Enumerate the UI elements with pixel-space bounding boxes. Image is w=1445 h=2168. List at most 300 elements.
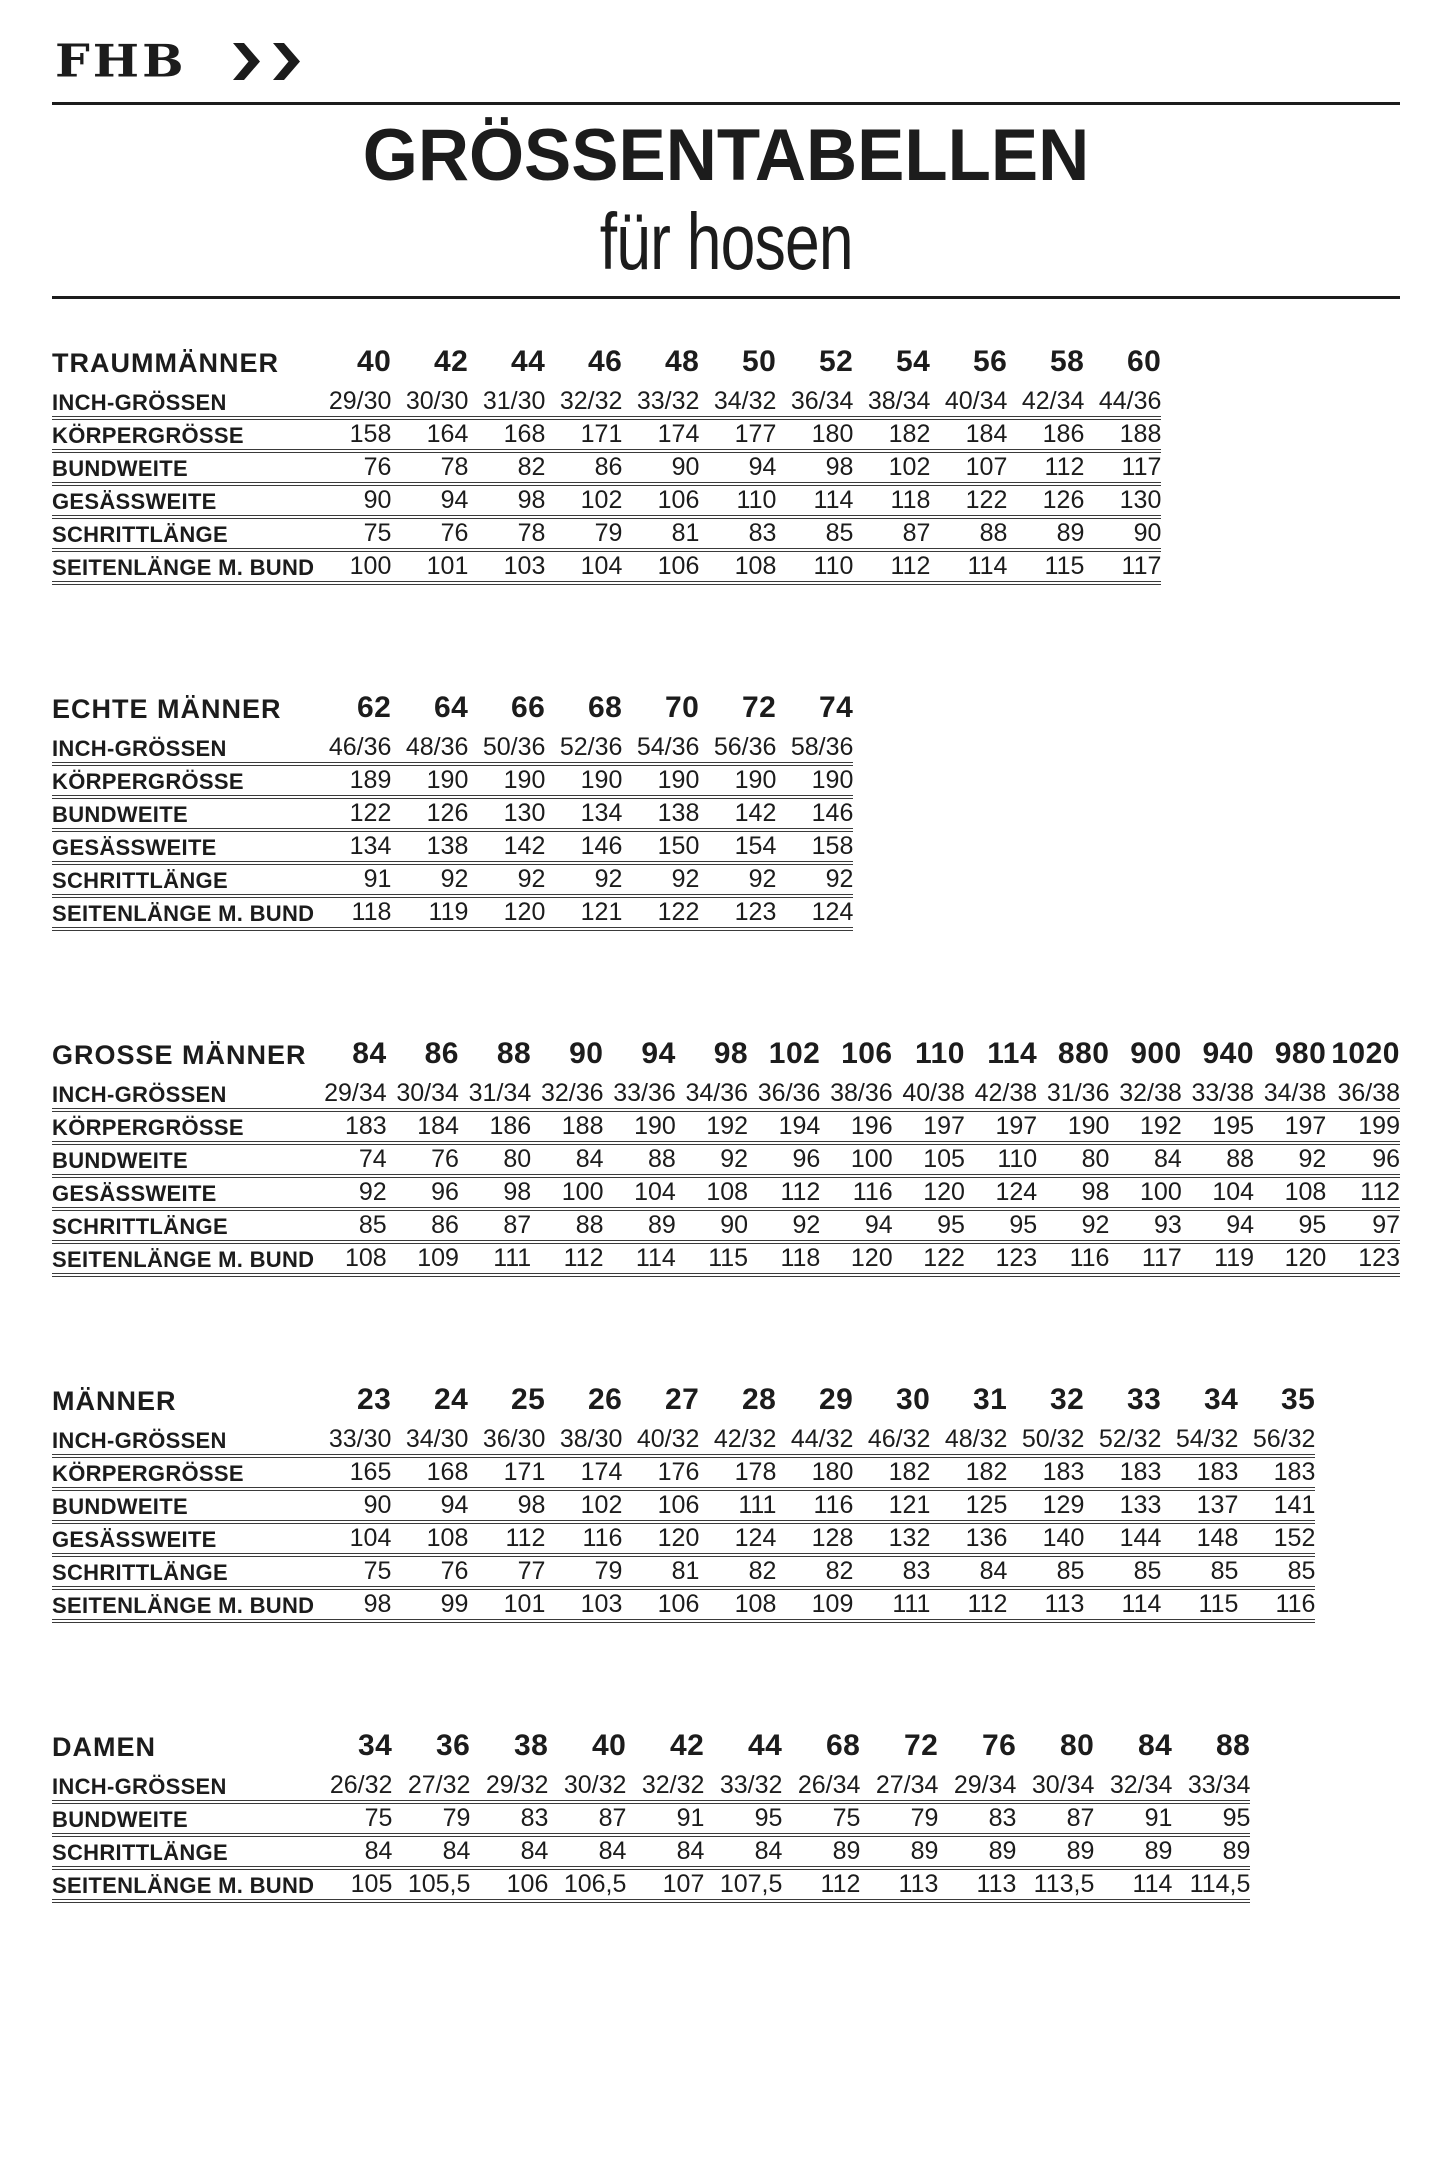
value-cell: 119 <box>391 896 468 929</box>
size-column-header: 46 <box>588 345 623 378</box>
table-row <box>52 764 853 797</box>
value-cell: 83 <box>470 1802 548 1835</box>
value-cell: 89 <box>1094 1835 1172 1868</box>
value-cell: 106,5 <box>548 1868 626 1901</box>
value-cell: 138 <box>622 797 699 830</box>
value-cell: 114,5 <box>1172 1868 1250 1901</box>
value-cell: 148 <box>1161 1522 1238 1555</box>
value-cell: 184 <box>387 1110 459 1143</box>
value-cell: 105 <box>893 1143 965 1176</box>
value-cell: 122 <box>893 1242 965 1275</box>
value-cell: 168 <box>468 418 545 451</box>
value-cell: 112 <box>468 1522 545 1555</box>
row-label: INCH-GRÖSSEN <box>52 387 314 418</box>
tables-area <box>52 339 1400 1903</box>
value-cell: 88 <box>1182 1143 1254 1176</box>
size-column-header: 84 <box>352 1037 387 1070</box>
value-cell: 183 <box>314 1110 386 1143</box>
size-column-header: 68 <box>588 691 623 724</box>
value-cell: 189 <box>314 764 391 797</box>
value-cell: 98 <box>468 1489 545 1522</box>
value-cell: 86 <box>387 1209 459 1242</box>
value-cell: 86 <box>545 451 622 484</box>
value-cell: 104 <box>314 1522 391 1555</box>
value-cell: 42/38 <box>965 1079 1037 1110</box>
value-cell: 112 <box>1007 451 1084 484</box>
row-label: SEITENLÄNGE M. BUND <box>52 1868 314 1901</box>
value-cell: 54/36 <box>622 733 699 764</box>
size-column-header: 900 <box>1130 1037 1182 1070</box>
row-label: KÖRPERGRÖSSE <box>52 1110 314 1143</box>
value-cell: 90 <box>314 1489 391 1522</box>
value-cell: 79 <box>545 517 622 550</box>
value-cell: 91 <box>1094 1802 1172 1835</box>
size-column-header: 36 <box>436 1729 471 1762</box>
value-cell: 158 <box>314 418 391 451</box>
table-row <box>52 797 853 830</box>
value-cell: 125 <box>930 1489 1007 1522</box>
value-cell: 164 <box>391 418 468 451</box>
value-cell: 116 <box>1037 1242 1109 1275</box>
size-column-header: 88 <box>1216 1729 1251 1762</box>
value-cell: 140 <box>1007 1522 1084 1555</box>
value-cell: 134 <box>314 830 391 863</box>
value-cell: 84 <box>1109 1143 1181 1176</box>
value-cell: 32/32 <box>626 1771 704 1802</box>
value-cell: 74 <box>314 1143 386 1176</box>
value-cell: 94 <box>391 1489 468 1522</box>
value-cell: 171 <box>468 1456 545 1489</box>
row-label: KÖRPERGRÖSSE <box>52 764 314 797</box>
value-cell: 101 <box>468 1588 545 1621</box>
table-title: TRAUMMÄNNER <box>52 348 279 378</box>
value-cell: 42/34 <box>1007 387 1084 418</box>
value-cell: 112 <box>782 1868 860 1901</box>
value-cell: 190 <box>545 764 622 797</box>
size-column-header: 68 <box>826 1729 861 1762</box>
table-row <box>52 418 1161 451</box>
value-cell: 34/32 <box>699 387 776 418</box>
value-cell: 89 <box>1172 1835 1250 1868</box>
value-cell: 102 <box>545 484 622 517</box>
size-column-header: 40 <box>357 345 392 378</box>
value-cell: 32/34 <box>1094 1771 1172 1802</box>
value-cell: 75 <box>314 517 391 550</box>
value-cell: 114 <box>930 550 1007 583</box>
size-column-header: 38 <box>514 1729 549 1762</box>
size-column-header: 106 <box>841 1037 893 1070</box>
size-column-header: 84 <box>1138 1729 1173 1762</box>
value-cell: 120 <box>468 896 545 929</box>
size-column-header: 58 <box>1050 345 1085 378</box>
value-cell: 84 <box>531 1143 603 1176</box>
value-cell: 40/38 <box>893 1079 965 1110</box>
value-cell: 183 <box>1161 1456 1238 1489</box>
value-cell: 119 <box>1182 1242 1254 1275</box>
size-table-grosse-maenner <box>52 1031 1400 1277</box>
table-header-row <box>52 685 853 733</box>
size-column-header: 76 <box>982 1729 1017 1762</box>
value-cell: 84 <box>548 1835 626 1868</box>
value-cell: 48/32 <box>930 1425 1007 1456</box>
value-cell: 108 <box>699 550 776 583</box>
value-cell: 116 <box>1238 1588 1315 1621</box>
brand-logo-text: FHB <box>55 33 187 88</box>
value-cell: 152 <box>1238 1522 1315 1555</box>
value-cell: 75 <box>782 1802 860 1835</box>
value-cell: 182 <box>853 1456 930 1489</box>
value-cell: 58/36 <box>776 733 853 764</box>
table-row <box>52 1555 1315 1588</box>
value-cell: 182 <box>930 1456 1007 1489</box>
table-title: ECHTE MÄNNER <box>52 694 282 724</box>
title-block <box>52 115 1400 286</box>
value-cell: 89 <box>1016 1835 1094 1868</box>
size-column-header: 80 <box>1060 1729 1095 1762</box>
value-cell: 117 <box>1109 1242 1181 1275</box>
value-cell: 126 <box>391 797 468 830</box>
value-cell: 195 <box>1182 1110 1254 1143</box>
size-column-header: 74 <box>819 691 854 724</box>
row-label: SEITENLÄNGE M. BUND <box>52 896 314 929</box>
table-header-row <box>52 1031 1400 1079</box>
value-cell: 105 <box>314 1868 392 1901</box>
value-cell: 192 <box>1109 1110 1181 1143</box>
value-cell: 81 <box>622 1555 699 1588</box>
value-cell: 36/36 <box>748 1079 820 1110</box>
value-cell: 110 <box>699 484 776 517</box>
value-cell: 106 <box>622 550 699 583</box>
row-label: GESÄSSWEITE <box>52 1522 314 1555</box>
value-cell: 186 <box>459 1110 531 1143</box>
table-row <box>52 896 853 929</box>
value-cell: 130 <box>1084 484 1161 517</box>
table-row <box>52 1522 1315 1555</box>
size-column-header: 54 <box>896 345 931 378</box>
value-cell: 122 <box>930 484 1007 517</box>
value-cell: 29/34 <box>938 1771 1016 1802</box>
value-cell: 158 <box>776 830 853 863</box>
size-column-header: 940 <box>1202 1037 1255 1070</box>
table-row <box>52 1079 1400 1110</box>
value-cell: 56/36 <box>699 733 776 764</box>
size-column-header: 48 <box>665 345 700 378</box>
value-cell: 171 <box>545 418 622 451</box>
value-cell: 33/38 <box>1182 1079 1254 1110</box>
value-cell: 112 <box>531 1242 603 1275</box>
value-cell: 176 <box>622 1456 699 1489</box>
row-label: BUNDWEITE <box>52 797 314 830</box>
value-cell: 84 <box>392 1835 470 1868</box>
value-cell: 79 <box>392 1802 470 1835</box>
value-cell: 36/38 <box>1326 1079 1400 1110</box>
row-label: SCHRITTLÄNGE <box>52 863 314 896</box>
value-cell: 197 <box>965 1110 1037 1143</box>
value-cell: 29/34 <box>314 1079 386 1110</box>
value-cell: 88 <box>604 1143 676 1176</box>
value-cell: 121 <box>853 1489 930 1522</box>
value-cell: 91 <box>626 1802 704 1835</box>
value-cell: 106 <box>470 1868 548 1901</box>
size-column-header: 880 <box>1057 1037 1110 1070</box>
double-chevron-right-icon <box>233 43 300 80</box>
value-cell: 120 <box>893 1176 965 1209</box>
table-title: DAMEN <box>52 1732 156 1762</box>
value-cell: 154 <box>699 830 776 863</box>
value-cell: 190 <box>622 764 699 797</box>
table-row <box>52 550 1161 583</box>
value-cell: 111 <box>699 1489 776 1522</box>
size-column-header: 42 <box>670 1729 705 1762</box>
value-cell: 183 <box>1238 1456 1315 1489</box>
value-cell: 94 <box>820 1209 892 1242</box>
size-column-header: 29 <box>819 1383 854 1416</box>
value-cell: 56/32 <box>1238 1425 1315 1456</box>
value-cell: 42/32 <box>699 1425 776 1456</box>
size-column-header: 102 <box>768 1037 821 1070</box>
value-cell: 114 <box>604 1242 676 1275</box>
value-cell: 116 <box>820 1176 892 1209</box>
value-cell: 192 <box>676 1110 748 1143</box>
value-cell: 123 <box>1326 1242 1400 1275</box>
value-cell: 40/34 <box>930 387 1007 418</box>
size-column-header: 110 <box>915 1037 965 1070</box>
size-column-header: 66 <box>511 691 546 724</box>
value-cell: 103 <box>468 550 545 583</box>
value-cell: 82 <box>699 1555 776 1588</box>
value-cell: 36/34 <box>776 387 853 418</box>
value-cell: 36/30 <box>468 1425 545 1456</box>
row-label: GESÄSSWEITE <box>52 1176 314 1209</box>
page-subtitle: für hosen <box>599 197 853 286</box>
size-table-traummaenner <box>52 339 1161 585</box>
value-cell: 137 <box>1161 1489 1238 1522</box>
value-cell: 106 <box>622 1588 699 1621</box>
value-cell: 142 <box>699 797 776 830</box>
value-cell: 89 <box>1007 517 1084 550</box>
value-cell: 90 <box>314 484 391 517</box>
value-cell: 44/36 <box>1084 387 1161 418</box>
table-row <box>52 733 853 764</box>
value-cell: 89 <box>860 1835 938 1868</box>
brand-logo <box>55 33 1400 88</box>
value-cell: 89 <box>782 1835 860 1868</box>
row-label: KÖRPERGRÖSSE <box>52 1456 314 1489</box>
value-cell: 141 <box>1238 1489 1315 1522</box>
page-title: GRÖSSENTABELLEN <box>362 115 1090 196</box>
value-cell: 29/32 <box>470 1771 548 1802</box>
value-cell: 190 <box>468 764 545 797</box>
value-cell: 138 <box>391 830 468 863</box>
table-row <box>52 1588 1315 1621</box>
value-cell: 83 <box>938 1802 1016 1835</box>
value-cell: 114 <box>1084 1588 1161 1621</box>
value-cell: 146 <box>776 797 853 830</box>
value-cell: 109 <box>776 1588 853 1621</box>
value-cell: 112 <box>853 550 930 583</box>
table-header-row <box>52 1377 1315 1425</box>
size-column-header: 60 <box>1127 345 1162 378</box>
value-cell: 76 <box>391 517 468 550</box>
value-cell: 122 <box>622 896 699 929</box>
value-cell: 111 <box>853 1588 930 1621</box>
value-cell: 132 <box>853 1522 930 1555</box>
value-cell: 95 <box>893 1209 965 1242</box>
value-cell: 82 <box>468 451 545 484</box>
size-column-header: 56 <box>973 345 1008 378</box>
row-label: INCH-GRÖSSEN <box>52 1771 314 1802</box>
header-bottom-rule <box>52 296 1400 299</box>
value-cell: 76 <box>314 451 391 484</box>
row-label: SEITENLÄNGE M. BUND <box>52 1588 314 1621</box>
value-cell: 91 <box>314 863 391 896</box>
value-cell: 84 <box>626 1835 704 1868</box>
value-cell: 84 <box>314 1835 392 1868</box>
value-cell: 117 <box>1084 550 1161 583</box>
value-cell: 110 <box>965 1143 1037 1176</box>
value-cell: 40/32 <box>622 1425 699 1456</box>
size-column-header: 35 <box>1281 1383 1316 1416</box>
value-cell: 133 <box>1084 1489 1161 1522</box>
value-cell: 30/34 <box>1016 1771 1094 1802</box>
value-cell: 89 <box>938 1835 1016 1868</box>
row-label: SCHRITTLÄNGE <box>52 1835 314 1868</box>
value-cell: 126 <box>1007 484 1084 517</box>
value-cell: 38/30 <box>545 1425 622 1456</box>
size-column-header: 52 <box>819 345 854 378</box>
value-cell: 95 <box>1172 1802 1250 1835</box>
value-cell: 89 <box>604 1209 676 1242</box>
value-cell: 98 <box>314 1588 391 1621</box>
value-cell: 99 <box>391 1588 468 1621</box>
table-row <box>52 451 1161 484</box>
value-cell: 120 <box>820 1242 892 1275</box>
table-header-row <box>52 1723 1250 1771</box>
value-cell: 87 <box>548 1802 626 1835</box>
value-cell: 180 <box>776 1456 853 1489</box>
value-cell: 194 <box>748 1110 820 1143</box>
value-cell: 100 <box>1109 1176 1181 1209</box>
value-cell: 46/32 <box>853 1425 930 1456</box>
size-column-header: 24 <box>434 1383 469 1416</box>
table-row <box>52 484 1161 517</box>
size-column-header: 34 <box>358 1729 393 1762</box>
value-cell: 146 <box>545 830 622 863</box>
value-cell: 88 <box>531 1209 603 1242</box>
value-cell: 85 <box>776 517 853 550</box>
value-cell: 95 <box>1254 1209 1326 1242</box>
value-cell: 197 <box>1254 1110 1326 1143</box>
value-cell: 124 <box>776 896 853 929</box>
value-cell: 104 <box>1182 1176 1254 1209</box>
value-cell: 85 <box>314 1209 386 1242</box>
value-cell: 124 <box>699 1522 776 1555</box>
value-cell: 34/36 <box>676 1079 748 1110</box>
row-label: SCHRITTLÄNGE <box>52 1555 314 1588</box>
value-cell: 27/32 <box>392 1771 470 1802</box>
value-cell: 92 <box>748 1209 820 1242</box>
value-cell: 38/34 <box>853 387 930 418</box>
value-cell: 184 <box>930 418 1007 451</box>
value-cell: 33/30 <box>314 1425 391 1456</box>
size-column-header: 90 <box>569 1037 604 1070</box>
value-cell: 121 <box>545 896 622 929</box>
size-column-header: 72 <box>904 1729 939 1762</box>
value-cell: 96 <box>748 1143 820 1176</box>
table-row <box>52 1143 1400 1176</box>
table-header-row <box>52 339 1161 387</box>
value-cell: 98 <box>459 1176 531 1209</box>
value-cell: 108 <box>391 1522 468 1555</box>
value-cell: 98 <box>468 484 545 517</box>
table-title: MÄNNER <box>52 1386 177 1416</box>
value-cell: 85 <box>1084 1555 1161 1588</box>
value-cell: 98 <box>776 451 853 484</box>
value-cell: 118 <box>748 1242 820 1275</box>
row-label: GESÄSSWEITE <box>52 830 314 863</box>
value-cell: 113 <box>938 1868 1016 1901</box>
value-cell: 178 <box>699 1456 776 1489</box>
value-cell: 85 <box>1238 1555 1315 1588</box>
size-column-header: 64 <box>434 691 469 724</box>
row-label: BUNDWEITE <box>52 451 314 484</box>
size-column-header: 33 <box>1127 1383 1162 1416</box>
size-column-header: 44 <box>748 1729 783 1762</box>
table-row <box>52 1868 1250 1901</box>
value-cell: 85 <box>1007 1555 1084 1588</box>
value-cell: 116 <box>545 1522 622 1555</box>
value-cell: 104 <box>604 1176 676 1209</box>
table-row <box>52 1176 1400 1209</box>
value-cell: 46/36 <box>314 733 391 764</box>
value-cell: 106 <box>622 484 699 517</box>
value-cell: 129 <box>1007 1489 1084 1522</box>
value-cell: 78 <box>391 451 468 484</box>
size-column-header: 34 <box>1204 1383 1239 1416</box>
table-row <box>52 517 1161 550</box>
value-cell: 92 <box>699 863 776 896</box>
value-cell: 142 <box>468 830 545 863</box>
value-cell: 98 <box>1037 1176 1109 1209</box>
value-cell: 81 <box>622 517 699 550</box>
value-cell: 110 <box>776 550 853 583</box>
value-cell: 111 <box>459 1242 531 1275</box>
value-cell: 93 <box>1109 1209 1181 1242</box>
value-cell: 90 <box>1084 517 1161 550</box>
value-cell: 128 <box>776 1522 853 1555</box>
size-column-header: 72 <box>742 691 777 724</box>
page-header <box>52 33 1400 299</box>
value-cell: 123 <box>699 896 776 929</box>
value-cell: 112 <box>1326 1176 1400 1209</box>
value-cell: 117 <box>1084 451 1161 484</box>
value-cell: 76 <box>387 1143 459 1176</box>
value-cell: 108 <box>676 1176 748 1209</box>
value-cell: 92 <box>1254 1143 1326 1176</box>
value-cell: 104 <box>545 550 622 583</box>
value-cell: 52/36 <box>545 733 622 764</box>
value-cell: 114 <box>776 484 853 517</box>
row-label: SCHRITTLÄNGE <box>52 517 314 550</box>
value-cell: 75 <box>314 1555 391 1588</box>
value-cell: 100 <box>820 1143 892 1176</box>
value-cell: 190 <box>391 764 468 797</box>
row-label: BUNDWEITE <box>52 1143 314 1176</box>
value-cell: 123 <box>965 1242 1037 1275</box>
value-cell: 190 <box>699 764 776 797</box>
value-cell: 96 <box>1326 1143 1400 1176</box>
value-cell: 48/36 <box>391 733 468 764</box>
